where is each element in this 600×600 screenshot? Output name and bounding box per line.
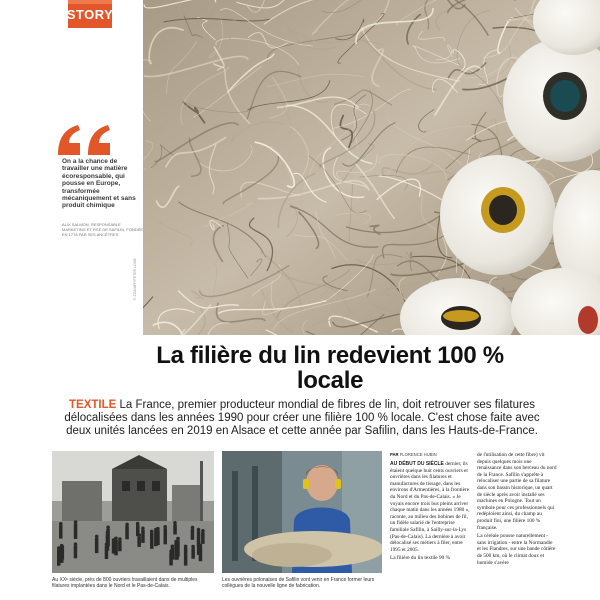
article-paragraph: La céréale pousse naturellement - sans irrigation - entre la Normandie et les Flandres, sur une bande côtière de 500 km, où le climat doux et humide s'avère: [477, 533, 556, 566]
spool-middle: [440, 155, 556, 275]
photo-worker-with-flax: [222, 451, 382, 573]
article-paragraph: [390, 461, 470, 553]
byline-author: FLORENCE HUBIN: [399, 452, 437, 457]
article-text: dernier, ils étaient quelque huit cents ouvriers et ouvrières dans les filatures et manufactures de tissage, dans les environs d'Armentières, à la frontière du Nord et du Pas-de-Calais. « Je voyais encore trois bus pleins arriver chaque matin dans les années 1980 », raconte, au milieu des bobines de fil, un fidèle salarié de l'entreprise familiale Safilin, à Sailly-sur-la-Lys (Pas-de-Calais). La dernière à avoir délocalisé ses métiers à filer, entre 1995 et 2005.: [390, 461, 470, 553]
article-headline: La filière du lin redevient 100 % locale: [156, 342, 504, 394]
lede-kicker: TEXTILE: [69, 399, 117, 411]
hero-photo-flax-and-spools: [143, 0, 600, 335]
historic-photo-workers: [52, 451, 214, 573]
section-tag: STORY: [68, 0, 112, 28]
photo-caption-workers: Les ouvrières polonaises de Safilin vont venir en France former leurs collègues de la nouvelle ligne de fabrication.: [222, 577, 375, 589]
quote-mark-icon: [56, 123, 116, 157]
byline-prefix: PAR: [390, 452, 399, 457]
article-lede: [52, 399, 552, 438]
article-byline: [390, 452, 437, 457]
pull-quote-source: ALIX SALMON, RESPONSABLE MARKETING ET RSE DE SAFILIN, FONDÉE EN 1778 PAR SES ANCÊTRES: [62, 222, 144, 237]
photo-caption-historic: Au XXᵉ siècle, près de 800 ouvriers travaillaient dans de multiples filatures implantées dans le Nord et le Pas-de-Calais.: [52, 577, 198, 589]
article-lead-in: AU DÉBUT DU SIÈCLE: [390, 461, 444, 467]
article-paragraph: La filière du lin textile 90 %: [390, 555, 451, 562]
pull-quote-text: On a la chance de travailler une matière écoresponsable, qui pousse en Europe, transformée mécaniquement et sans produit chimique: [62, 158, 136, 210]
article-column-1: [390, 461, 470, 564]
article-column-2: [477, 452, 557, 568]
lede-text: La France, premier producteur mondial de fibres de lin, doit retrouver ses filatures délocalisées dans les années 1990 pour créer une filière 100 % locale. C'est chose faite avec deux unités lancées en 2019 en Alsace et cette année par Safilin, dans les Hauts-de-France.: [64, 399, 540, 437]
photo-credit: © ZOA/AFP/PETER LOGE: [133, 258, 137, 300]
article-paragraph: de l'utilisation de cette fibre) vit depuis quelques mois une renaissance dans son berceau du nord de la France. Safilin s'apprête à relocaliser une partie de sa filature dans son bassin historique, un quart de siècle après avoir installé ses machines en Pologne. Tout un symbole pour ces professionnels qui redéploient ainsi, du champ au produit fini, une filière 100 % française.: [477, 452, 557, 531]
